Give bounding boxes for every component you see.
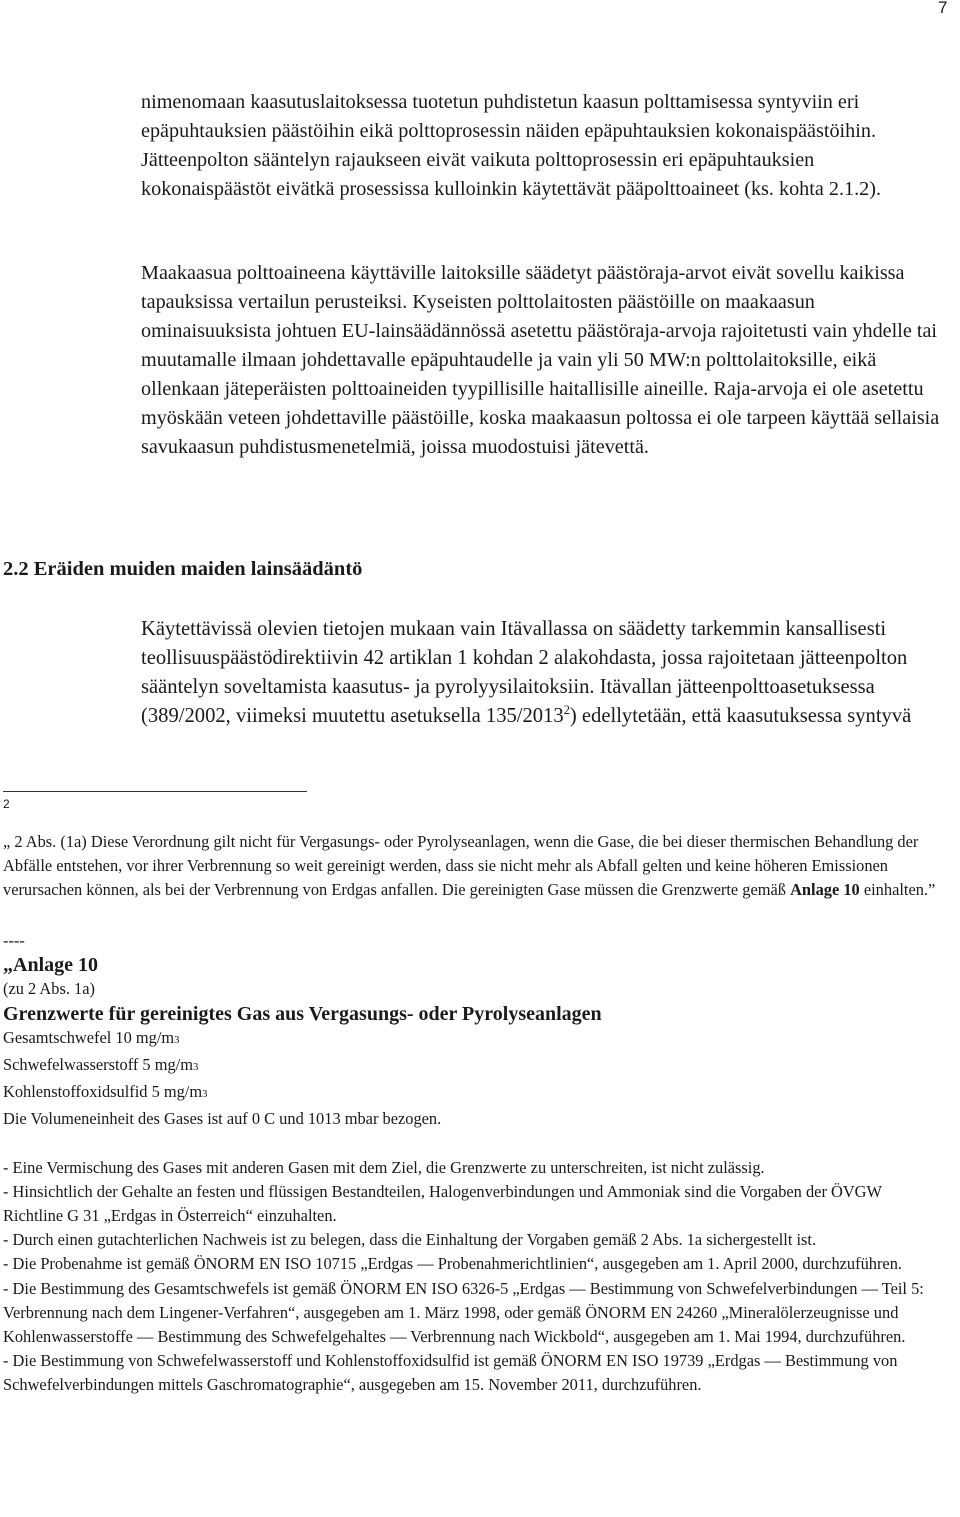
paragraph-3 xyxy=(141,615,941,731)
limit-total-sulfur-text: Gesamtschwefel 10 mg/m xyxy=(3,1027,175,1047)
footnote-text-a: „ 2 Abs. (1a) Diese Verordnung gilt nicht für Vergasungs- oder Pyrolyseanlagen, wenn die Gase, die bei dieser thermischen Behandlung der Abfälle entstehen, vor ihrer Verbrennung so weit gereinigt werden, dass sie nicht mehr als Abfall gelten und keine höheren Emissionen verursachen können, als bei der Verbrennung von Erdgas anfallen. Die gereinigten Gase müssen die Grenzwerte gemäß xyxy=(3,832,919,900)
section-heading: 2.2 Eräiden muiden maiden lainsäädäntö xyxy=(3,558,363,580)
limit-hydrogen-sulfide xyxy=(3,1053,943,1080)
rule-item: - Eine Vermischung des Gases mit anderen Gasen mit dem Ziel, die Grenzwerte zu unterschreiten, ist nicht zulässig. xyxy=(3,1157,765,1177)
limit-total-sulfur xyxy=(3,1026,943,1053)
anlage-title: „Anlage 10 xyxy=(3,954,98,977)
rule-item: - Durch einen gutachterlichen Nachweis ist zu belegen, dass die Einhaltung der Vorgaben gemäß 2 Abs. 1a sichergestellt ist. xyxy=(3,1230,817,1250)
rule-item: - Die Bestimmung des Gesamtschwefels ist gemäß ÖNORM EN ISO 6326-5 „Erdgas — Bestimmung von Schwefelverbindungen — Teil 5: Verbrennung nach dem Lingener-Verfahren“, ausgegeben am 1. März 1998, oder gemäß ÖNORM EN 24260 „Mineralölerzeugnisse und Kohlenwasserstoffe — Bestimmung des Schwefelgehaltes — Verbrennung nach Wickbold“, ausgegeben am 1. Mai 1994, durchzuführen. xyxy=(3,1278,924,1347)
footnote-anlage-ref: Anlage 10 xyxy=(790,880,860,900)
page-number: 7 xyxy=(938,0,948,17)
limit-carbonyl-sulfide-text: Kohlenstoffoxidsulfid 5 mg/m xyxy=(3,1082,203,1102)
rule-item: - Die Bestimmung von Schwefelwasserstoff und Kohlenstoffoxidsulfid ist gemäß ÖNORM EN ISO 19739 „Erdgas — Bestimmung von Schwefelverbindungen mittels Gaschromatographie“, ausgegeben am 15. November 2011, durchzuführen. xyxy=(3,1351,898,1395)
unit-superscript: 3 xyxy=(174,1034,180,1046)
spacer xyxy=(3,1132,943,1156)
grenzwerte-title: Grenzwerte für gereinigtes Gas aus Vergasungs- oder Pyrolyseanlagen xyxy=(3,1002,602,1025)
unit-superscript: 3 xyxy=(192,1062,199,1074)
paragraph-1: nimenomaan kaasutuslaitoksessa tuotetun puhdistetun kaasun polttamisessa syntyviin eri epäpuhtauksien päästöihin eikä polttoprosessin näiden epäpuhtauksien kokonaispäästöihin. Jätteenpolton sääntelyn rajaukseen eivät vaikuta polttoprosessin eri epäpuhtauksien kokonaispäästöt eivätkä prosessissa kulloinkin käytettävät pääpolttoaineet (ks. kohta 2.1.2). xyxy=(141,91,882,200)
footnote-reference[interactable]: 2 xyxy=(563,703,570,718)
footnote-text xyxy=(3,830,943,903)
rule-item: - Die Probenahme ist gemäß ÖNORM EN ISO 10715 „Erdgas — Probenahmerichtlinien“, ausgegeben am 1. April 2000, durchzuführen. xyxy=(3,1254,902,1274)
anlage-block xyxy=(3,929,943,1398)
footnote-separator xyxy=(3,791,307,792)
paragraph-2: Maakaasua polttoaineena käyttäville laitoksille säädetyt päästöraja-arvot eivät sovellu kaikissa tapauksissa vertailun perusteiksi. Kyseisten polttolaitosten päästöille on maakaasun ominaisuuksista johtuen EU-lainsäädännössä asetettu päästöraja-arvoja rajoitetusti vain yhdelle tai muutamalle ilmaan johdettavalle epäpuhtaudelle ja vain yli 50 MW:n polttolaitoksille, eikä ollenkaan jäteperäisten polttoaineiden tyypillisille haitallisille aineille. Raja-arvoja ei ole asetettu myöskään veteen johdettaville päästöille, koska maakaasun poltossa ei ole tarpeen käyttää sellaisia savukaasun puhdistusmenetelmiä, joissa muodostuisi jätevettä. xyxy=(141,262,940,458)
paragraph-3-text: Käytettävissä olevien tietojen mukaan vain Itävallassa on säädetty tarkemmin kansallisesti teollisuuspäästödirektiivin 42 artiklan 1 kohdan 2 alakohdasta, jossa rajoitetaan jätteenpolton sääntelyn soveltamista kaasutus- ja pyrolyysilaitoksiin. Itävallan jätteenpolttoasetuksessa (389/2002, viimeksi muutettu asetuksella 135/2013 xyxy=(141,618,908,727)
anlage-reference: (zu 2 Abs. 1a) xyxy=(3,979,95,999)
limit-carbonyl-sulfide xyxy=(3,1080,943,1107)
unit-superscript: 3 xyxy=(202,1089,208,1101)
footnote-text-b: einhalten.” xyxy=(859,880,936,900)
footnote-number: 2 xyxy=(3,797,10,811)
separator-dashes: ---- xyxy=(3,931,25,950)
limit-hydrogen-sulfide-text: Schwefelwasserstoff 5 mg/m xyxy=(3,1055,193,1075)
rule-item: - Hinsichtlich der Gehalte an festen und flüssigen Bestandteilen, Halogenverbindungen und Ammoniak sind die Vorgaben der ÖVGW Richtline G 31 „Erdgas in Österreich“ einzuhalten. xyxy=(3,1181,882,1226)
volume-note: Die Volumeneinheit des Gases ist auf 0 C und 1013 mbar bezogen. xyxy=(3,1109,442,1129)
paragraph-3-tail: ) edellytetään, että kaasutuksessa syntyvä xyxy=(569,705,912,727)
